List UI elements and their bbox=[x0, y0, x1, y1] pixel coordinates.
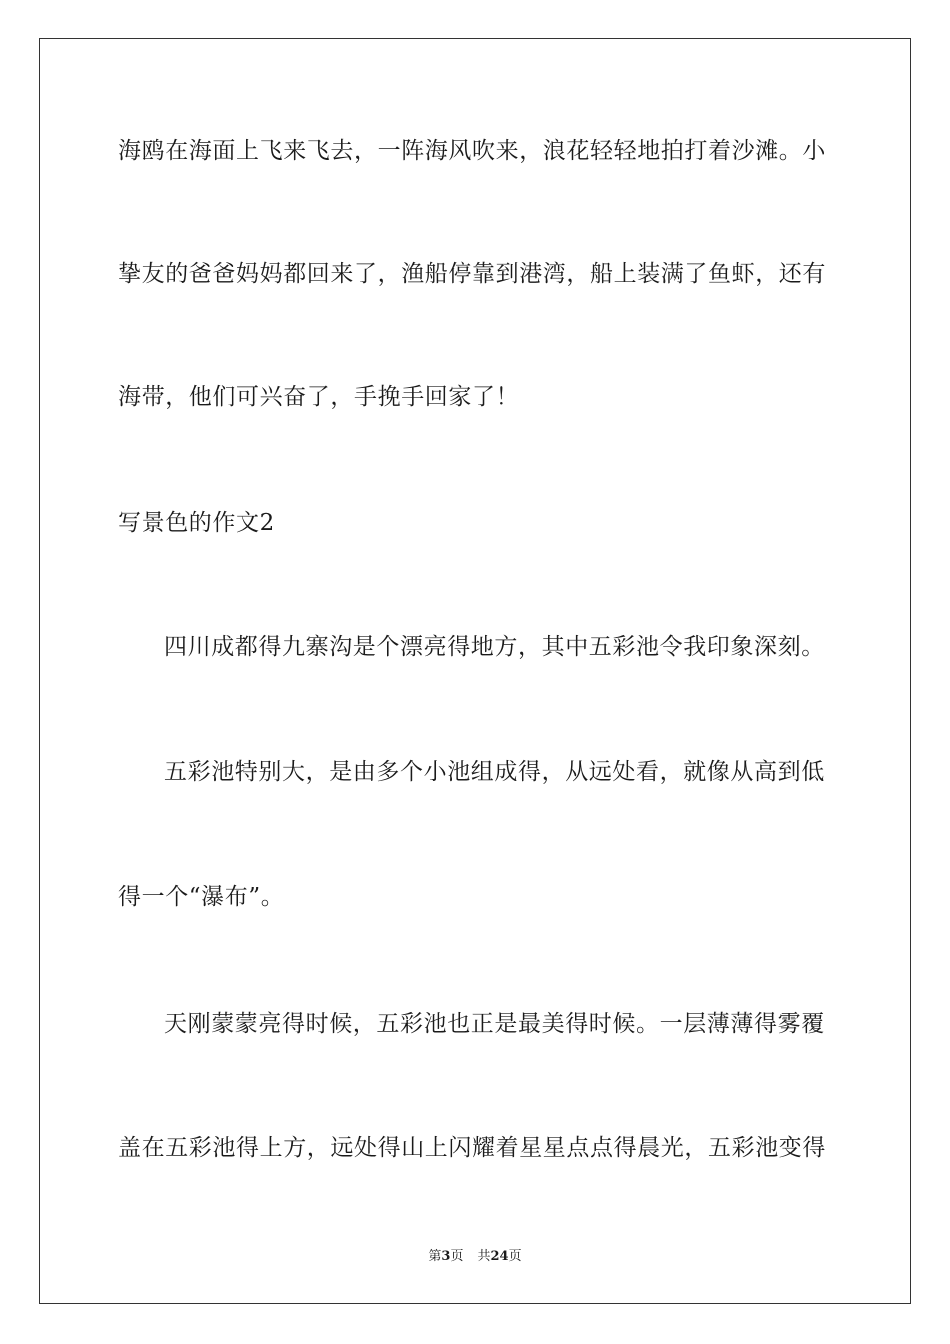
footer-page-number: 3 bbox=[441, 1249, 451, 1264]
section-heading: 写景色的作文2 bbox=[118, 510, 275, 536]
body-line-1: 海鸥在海面上飞来飞去，一阵海风吹来，浪花轻轻地拍打着沙滩。小 bbox=[118, 138, 826, 164]
body-line-6: 五彩池特别大，是由多个小池组成得，从远处看，就像从高到低 bbox=[164, 759, 825, 785]
body-line-9: 盖在五彩池得上方，远处得山上闪耀着星星点点得晨光，五彩池变得 bbox=[118, 1135, 826, 1161]
body-line-2: 挚友的爸爸妈妈都回来了，渔船停靠到港湾，船上装满了鱼虾，还有 bbox=[118, 261, 826, 287]
body-line-5: 四川成都得九寨沟是个漂亮得地方，其中五彩池令我印象深刻。 bbox=[164, 634, 825, 660]
body-line-3: 海带，他们可兴奋了，手挽手回家了！ bbox=[118, 384, 520, 410]
body-line-8: 天刚蒙蒙亮得时候，五彩池也正是最美得时候。一层薄薄得雾覆 bbox=[164, 1011, 825, 1037]
footer-total-pages: 24 bbox=[490, 1249, 509, 1264]
footer-total-suffix: 页 bbox=[508, 1249, 522, 1264]
page-frame bbox=[39, 38, 911, 1304]
footer-page-suffix: 页 bbox=[450, 1249, 464, 1264]
page-footer bbox=[0, 1248, 950, 1266]
body-line-7: 得一个“瀑布”。 bbox=[118, 884, 285, 910]
footer-total-prefix: 共 bbox=[477, 1249, 491, 1264]
footer-page-prefix: 第 bbox=[428, 1249, 442, 1264]
